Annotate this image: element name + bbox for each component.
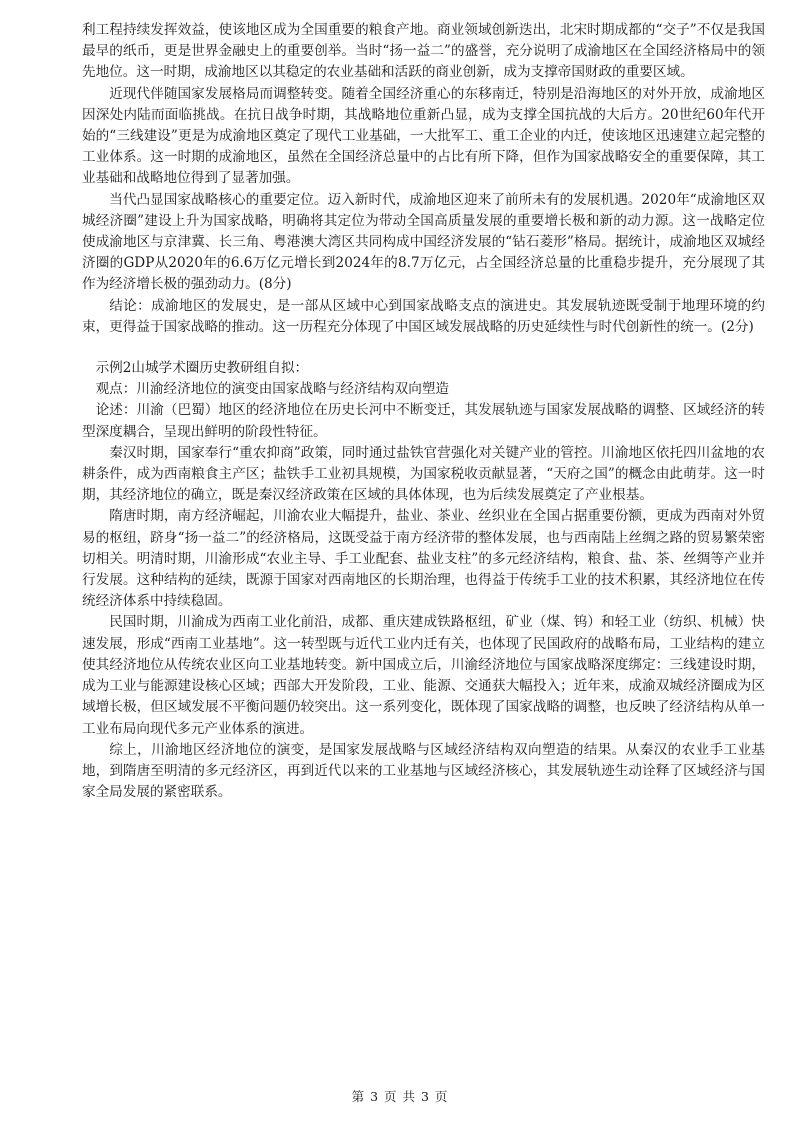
document-page [82,20,765,803]
essay1-paragraph-2: 近现代伴随国家发展格局而调整转变。随着全国经济重心的东移南迁，特别是沿海地区的对外开放，成渝地区因深处内陆而面临挑战。在抗日战争时期，其战略地位重新凸显，成为支撑全国抗战的大后方。20世纪60年代开始的“三线建设”更是为成渝地区奠定了现代工业基础，一大批军工、重工企业的内迁，使该地区迅速建立起完整的工业体系。这一时期的成渝地区，虽然在全国经济总量中的占比有所下降，但作为国家战略安全的重要保障，其工业基础和战略地位得到了显著加强。 [82,85,765,187]
essay2-viewpoint: 观点：川渝经济地位的演变由国家战略与经济结构双向塑造 [95,381,450,398]
essay1-conclusion: 结论：成渝地区的发展史，是一部从区域中心到国家战略支点的演进史。其发展轨迹既受制于地理环境的约束，更得益于国家战略的推动。这一历程充分体现了中国区域发展战略的历史延续性与时代创新性的统一。(2分) [82,297,765,335]
essay2-paragraph-sui-tang-ming-qing: 隋唐时期，南方经济崛起，川渝农业大幅提升，盐业、茶业、丝织业在全国占据重要份额，更成为西南对外贸易的枢纽，跻身“扬一益二”的经济格局，这既受益于南方经济带的整体发展，也与西南陆上丝绸之路的贸易繁荣密切相关。明清时期，川渝形成“农业主导、手工业配套、盐业支柱”的多元经济结构，粮食、盐、茶、丝绸等产业并行发展。这种结构的延续，既源于国家对西南地区的长期治理，也得益于传统手工业的技术积累，其经济地位在传统经济体系中持续稳固。 [82,508,765,610]
essay2-paragraph-qin-han: 秦汉时期，国家奉行“重农抑商”政策，同时通过盐铁官营强化对关键产业的管控。川渝地区依托四川盆地的农耕条件，成为西南粮食主产区；盐铁手工业初具规模，为国家税收贡献显著，“天府之国”的概念由此萌芽。这一时期，其经济地位的确立，既是秦汉经济政策在区域的具体体现，也为后续发展奠定了产业根基。 [82,444,765,504]
essay2-paragraph-modern: 民国时期，川渝成为西南工业化前沿，成都、重庆建成铁路枢纽，矿业（煤、钨）和轻工业（纺织、机械）快速发展，形成“西南工业基地”。这一转型既与近代工业内迁有关，也体现了民国政府的战略布局，工业结构的建立使其经济地位从传统农业区向工业基地转变。新中国成立后，川渝经济地位与国家战略深度绑定：三线建设时期，成为工业与能源建设核心区域；西部大开发阶段，工业、能源、交通获大幅投入；近年来，成渝双城经济圈成为区域增长极，但区域发展不平衡问题仍较突出。这一系列变化，既体现了国家战略的调整，也反映了经济结构从单一工业布局向现代多元产业体系的演进。 [82,614,765,737]
page-number-footer: 第 3 页 共 3 页 [351,1089,449,1104]
essay2-conclusion: 综上，川渝地区经济地位的演变，是国家发展战略与区域经济结构双向塑造的结果。从秦汉的农业手工业基地，到隋唐至明清的多元经济区，再到近代以来的工业基地与区域经济核心，其发展轨迹生动诠释了区域经济与国家全局发展的紧密联系。 [82,741,765,801]
section-spacer [82,338,765,358]
essay2-heading: 示例2山城学术圈历史教研组自拟： [95,360,309,377]
essay1-paragraph-1: 利工程持续发挥效益，使该地区成为全国重要的粮食产地。商业领域创新迭出，北宋时期成都的“交子”不仅是我国最早的纸币，更是世界金融史上的重要创举。当时“扬一益二”的盛誉，充分说明了成渝地区在全国经济格局中的领先地位。这一时期，成渝地区以其稳定的农业基础和活跃的商业创新，成为支撑帝国财政的重要区域。 [82,22,765,81]
essay1-paragraph-3: 当代凸显国家战略核心的重要定位。迈入新时代，成渝地区迎来了前所未有的发展机遇。2020年“成渝地区双城经济圈”建设上升为国家战略，明确将其定位为带动全国高质量发展的重要增长极和新的动力源。这一战略定位使成渝地区与京津冀、长三角、粤港澳大湾区共同构成中国经济发展的“钻石菱形”格局。据统计，成渝地区双城经济圈的GDP从2020年的6.6万亿元增长到2024年的8.7万亿元，占全国经济总量的比重稳步提升，充分展现了其作为经济增长极的强劲动力。(8分) [82,191,765,293]
essay2-argument: 论述：川渝（巴蜀）地区的经济地位在历史长河中不断变迁，其发展轨迹与国家发展战略的调整、区域经济的转型深度耦合，呈现出鲜明的阶段性特征。 [82,402,765,440]
